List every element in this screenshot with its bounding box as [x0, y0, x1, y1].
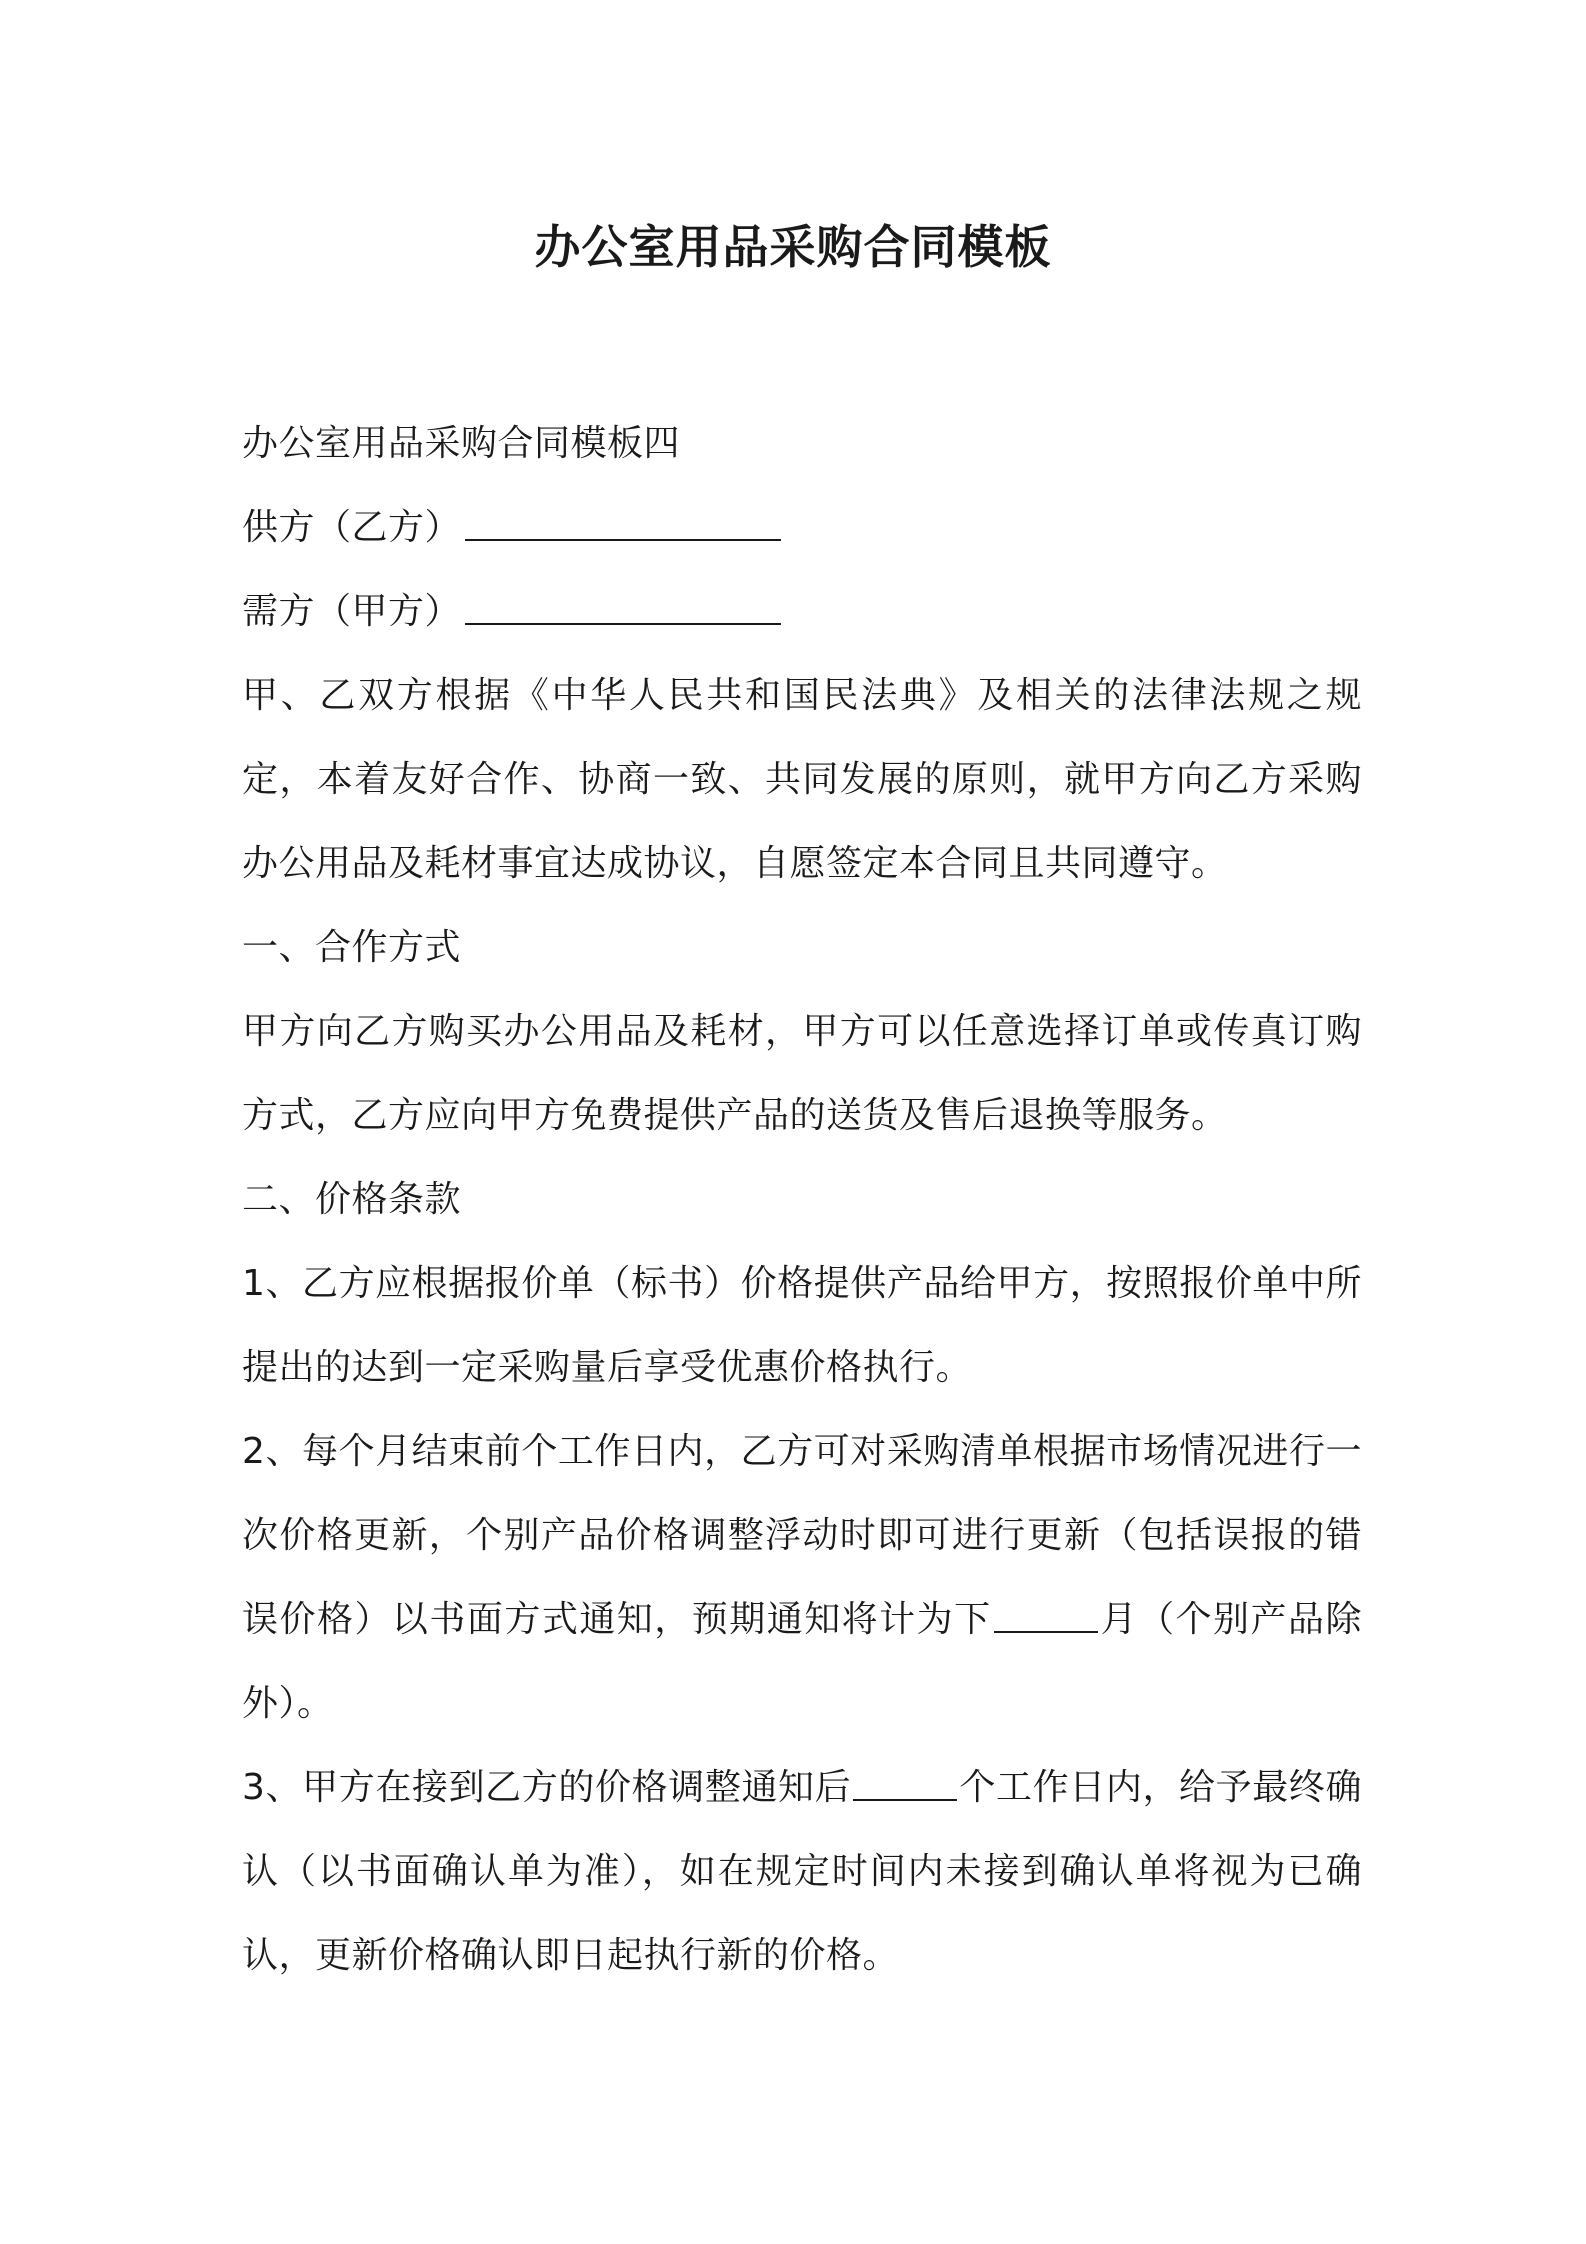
buyer-line	[242, 570, 1362, 654]
buyer-label: 需方（甲方）	[242, 591, 462, 632]
section2-heading: 二、价格条款	[242, 1179, 462, 1220]
clause-1: 1、乙方应根据报价单（标书）价格提供产品给甲方，按照报价单中所提出的达到一定采购量后享受优惠价格执行。	[242, 1263, 1362, 1388]
clause-2	[242, 1410, 1362, 1746]
document-body	[242, 402, 1362, 1998]
document-title: 办公室用品采购合同模板	[534, 220, 1052, 274]
clause-2-text-end: 月（个别产品除外）。	[242, 1599, 1362, 1724]
clause-2-blank	[994, 1597, 1098, 1633]
section1-heading: 一、合作方式	[242, 927, 462, 968]
clause-2-text-start: 2、每个月结束前个工作日内，乙方可对采购清单根据市场情况进行一次价格更新，个别产品价格调整浮动时即可进行更新（包括误报的错误价格）以书面方式通知，预期通知将计为下	[242, 1431, 1362, 1640]
document-subtitle: 办公室用品采购合同模板四	[242, 423, 681, 464]
clause-3-text-start: 3、甲方在接到乙方的价格调整通知后	[242, 1767, 852, 1808]
supplier-blank	[465, 505, 781, 541]
section1-paragraph: 甲方向乙方购买办公用品及耗材，甲方可以任意选择订单或传真订购方式，乙方应向甲方免费提供产品的送货及售后退换等服务。	[242, 1011, 1362, 1136]
supplier-label: 供方（乙方）	[242, 507, 462, 548]
buyer-blank	[465, 589, 781, 625]
preamble-paragraph: 甲、乙双方根据《中华人民共和国民法典》及相关的法律法规之规定，本着友好合作、协商一致、共同发展的原则，就甲方向乙方采购办公用品及耗材事宜达成协议，自愿签定本合同且共同遵守。	[242, 675, 1362, 884]
clause-3	[242, 1746, 1362, 1998]
clause-3-blank	[853, 1765, 957, 1801]
clause-3-text-end: 个工作日内，给予最终确认（以书面确认单为准），如在规定时间内未接到确认单将视为已确认，更新价格确认即日起执行新的价格。	[242, 1767, 1362, 1976]
supplier-line	[242, 486, 1362, 570]
